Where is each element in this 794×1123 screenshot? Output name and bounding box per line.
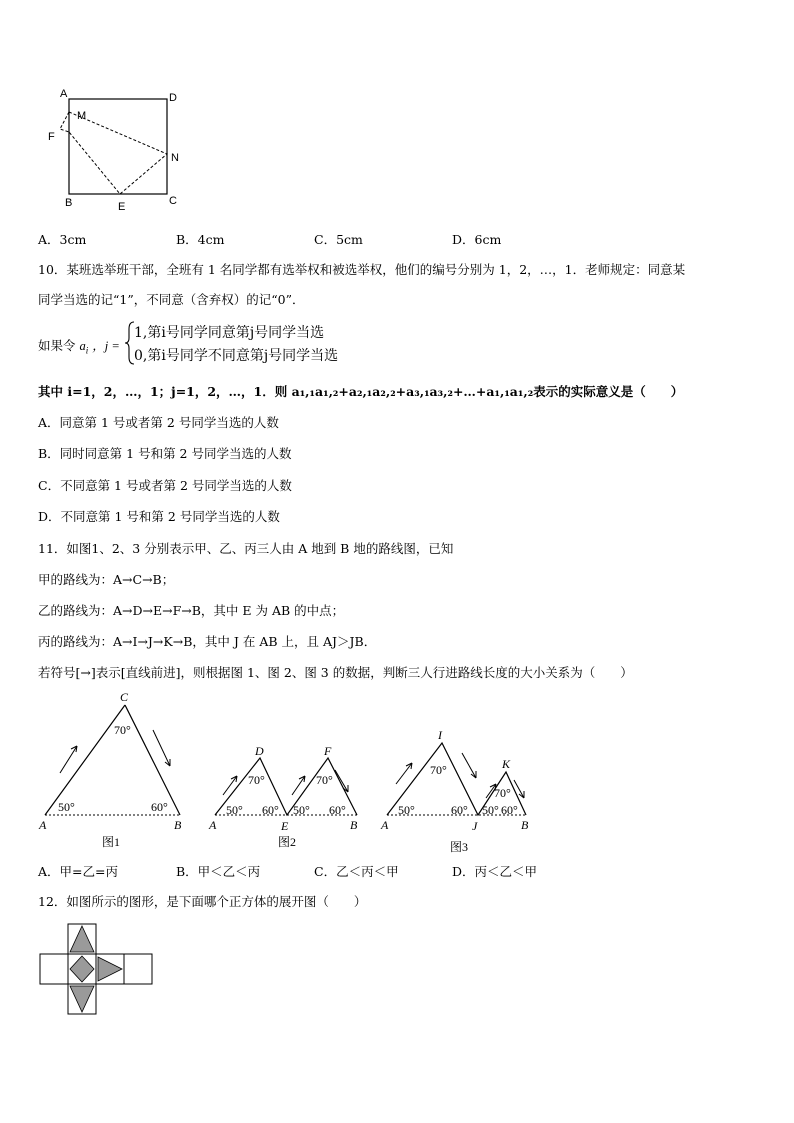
q11-option-b: B．甲＜乙＜丙 [176,864,261,879]
fig2-arrow3 [335,770,348,792]
q9-label-b: B [65,197,73,209]
q11-option-c: C．乙＜丙＜甲 [314,864,399,879]
q9-label-n: N [171,152,179,164]
fig2-arrow1 [223,776,237,795]
q10-option-a: A．同意第 1 号或者第 2 号同学当选的人数 [38,415,279,430]
q10-line2: 同学当选的记“1”，不同意（含弃权）的记“0”． [38,292,305,307]
fig1-label-a: A [39,818,47,832]
fig2-angle-2: 60° [262,803,279,817]
fig1-angle-left: 50° [58,800,75,814]
q9-label-d: D [169,92,177,104]
fig2-angle-3: 50° [293,803,310,817]
fig1-side-cb [125,705,180,815]
q10-option-c: C．不同意第 1 号或者第 2 号同学当选的人数 [38,478,292,493]
q12-cube-net [38,922,158,1016]
q9-option-a: A．3cm [38,232,87,247]
q9-label-m: M [77,110,87,122]
fig2-label-b: B [350,818,358,832]
fig1-angle-top: 70° [114,723,131,737]
fig2-label-f: F [324,744,332,758]
q11-option-a: A．甲=乙=丙 [38,864,118,879]
net-far-right-square [124,954,152,984]
fig1-side-ac [45,705,125,815]
fig3-label-k: K [502,757,511,771]
fig1-arrow-up [60,746,77,773]
q11-fig3 [380,728,529,854]
q10-def-var: a [79,339,86,353]
q9-option-c: C．5cm [314,232,363,247]
q10-case1: 1,第i号同学同意第j号同学当选 [134,325,325,341]
fig2-label-a: A [209,818,217,832]
fig3-angle-2: 60° [451,803,468,817]
fig2-angle-4: 60° [329,803,346,817]
q10-def-prefix: 如果令 [38,338,76,353]
q11-fig1 [38,690,182,849]
q11-line3: 乙的路线为：A→D→E→F→B，其中 E 为 AB 的中点； [38,603,345,618]
q10-option-b: B．同时同意第 1 号和第 2 号同学当选的人数 [38,446,292,461]
q11-line4: 丙的路线为：A→I→J→K→B，其中 J 在 AB 上，且 AJ＞JB． [38,634,377,649]
q10-line1: 10．某班选举班干部，全班有 1 名同学都有选举权和被选举权，他们的编号分别为 1，2，…，1．老师规定：同意某 [38,262,686,277]
q10-definition [38,338,120,359]
q10-def-sub: i [85,345,89,356]
fig1-arrow-down [153,730,170,766]
q12-line1: 12．如图所示的图形，是下面哪个正方体的展开图（ ） [38,894,367,909]
fig3-label-j: J [472,819,478,833]
fig3-arrow1-head [406,763,412,769]
fig3-angle-k: 70° [494,786,511,800]
q10-def-sep: ，j = [92,339,120,353]
net-left-square [40,954,68,984]
q9-label-c: C [169,195,177,207]
q9-option-d: D．6cm [452,232,502,247]
fig3-label-b: B [521,818,529,832]
fig2-angle-f: 70° [316,773,333,787]
fig3-arrow2 [462,753,476,778]
q9-label-f: F [48,131,55,143]
fig3-arrow1 [396,763,412,784]
q10-case2: 0,第i号同学不同意第j号同学当选 [134,348,339,364]
fig2-arrow1-head [231,776,237,782]
fig2-angle-d: 70° [248,773,265,787]
fig3-label-i: I [438,728,442,742]
fig3-angle-i: 70° [430,763,447,777]
fig2-label-e: E [281,819,289,833]
q9-label-e: E [118,201,126,213]
fig1-caption: 图1 [102,835,121,849]
q11-option-d: D．丙＜乙＜甲 [452,864,538,879]
fig3-angle-3: 50° [482,803,499,817]
fig2-label-d: D [255,744,264,758]
fig3-caption: 图3 [450,840,469,854]
fig2-caption: 图2 [278,835,297,849]
q9-fold-dashed [60,112,69,132]
q11-line2: 甲的路线为：A→C→B； [38,572,175,587]
fig2-angle-1: 50° [226,803,243,817]
fig1-angle-right: 60° [151,800,168,814]
fig1-label-c: C [120,690,129,704]
fig1-label-b: B [174,818,182,832]
q9-figure [40,84,200,214]
fig3-angle-1: 50° [398,803,415,817]
fig3-angle-4: 60° [501,803,518,817]
fig3-label-a: A [381,818,389,832]
q11-fig2 [208,744,358,849]
q10-line4: 其中 i=1，2，…，1；j=1，2，…，1．则 a₁,₁a₁,₂+a₂,₁a₂,₂+a₃,₁a₃,₂+…+a₁,₁a₁,₂表示的实际意义是（ ） [38,384,684,399]
q10-option-d: D．不同意第 1 号和第 2 号同学当选的人数 [38,509,280,524]
q9-option-b: B．4cm [176,232,225,247]
q9-quad-dashed [69,112,167,194]
fig3-arrow4 [514,780,524,798]
q11-line5: 若符号[→]表示[直线前进]，则根据图 1、图 2、图 3 的数据，判断三人行进路线长度的大小关系为（ ） [38,665,633,680]
q11-figures [30,688,550,858]
q9-label-a: A [60,88,68,100]
q11-line1: 11．如图1、2、3 分别表示甲、乙、丙三人由 A 地到 B 地的路线图，已知 [38,541,454,556]
